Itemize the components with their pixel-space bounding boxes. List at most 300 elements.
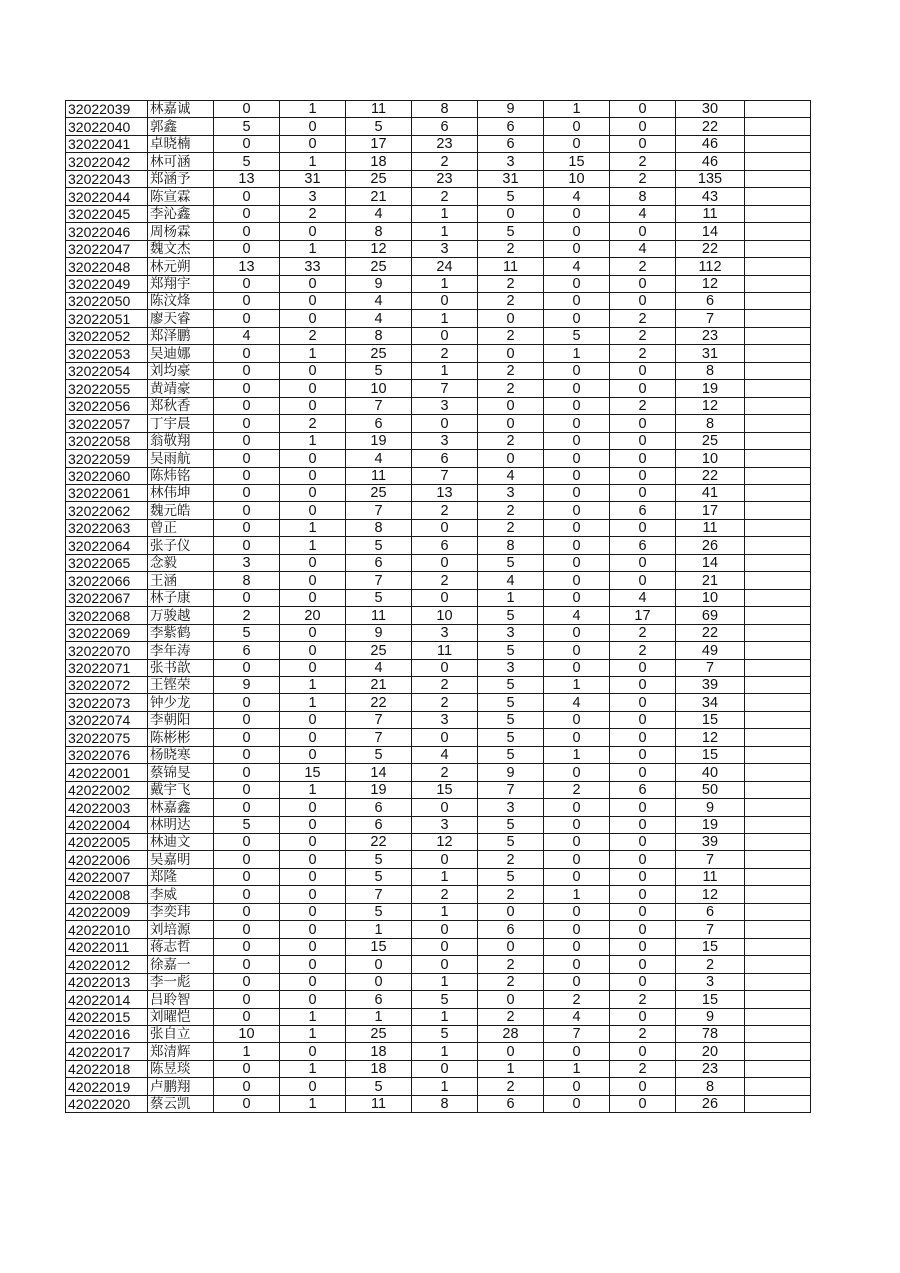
score-1-cell: 0 — [214, 345, 280, 362]
score-5-cell: 2 — [478, 519, 544, 536]
table-row — [66, 642, 811, 659]
table-row — [66, 432, 811, 449]
student-name-cell: 林元朔 — [148, 258, 214, 275]
student-id-cell: 32022045 — [66, 205, 148, 222]
score-4-cell: 1 — [412, 362, 478, 379]
score-2-cell: 1 — [280, 101, 346, 118]
student-name-cell: 郑隆 — [148, 868, 214, 885]
score-1-cell: 0 — [214, 240, 280, 257]
score-4-cell: 12 — [412, 834, 478, 851]
score-7-cell: 0 — [610, 1095, 676, 1112]
blank-cell — [745, 1026, 811, 1043]
score-6-cell: 1 — [544, 1060, 610, 1077]
score-3-cell: 11 — [346, 607, 412, 624]
student-name-cell: 林伟坤 — [148, 484, 214, 501]
blank-cell — [745, 711, 811, 728]
score-2-cell: 0 — [280, 223, 346, 240]
score-4-cell: 1 — [412, 1043, 478, 1060]
table-row — [66, 450, 811, 467]
score-1-cell: 0 — [214, 868, 280, 885]
table-row — [66, 764, 811, 781]
total-cell: 19 — [676, 380, 745, 397]
total-cell: 10 — [676, 589, 745, 606]
student-name-cell: 李沁鑫 — [148, 205, 214, 222]
student-name-cell: 刘曜恺 — [148, 1008, 214, 1025]
table-row — [66, 868, 811, 885]
score-4-cell: 1 — [412, 1078, 478, 1095]
score-4-cell: 13 — [412, 484, 478, 501]
score-4-cell: 0 — [412, 589, 478, 606]
student-name-cell: 林可涵 — [148, 153, 214, 170]
total-cell: 12 — [676, 275, 745, 292]
blank-cell — [745, 1078, 811, 1095]
score-4-cell: 23 — [412, 170, 478, 187]
student-id-cell: 32022055 — [66, 380, 148, 397]
total-cell: 22 — [676, 118, 745, 135]
table-row — [66, 991, 811, 1008]
table-row — [66, 886, 811, 903]
blank-cell — [745, 101, 811, 118]
student-id-cell: 32022046 — [66, 223, 148, 240]
score-7-cell: 0 — [610, 676, 676, 693]
score-3-cell: 14 — [346, 764, 412, 781]
total-cell: 15 — [676, 711, 745, 728]
student-name-cell: 李一彪 — [148, 973, 214, 990]
score-7-cell: 0 — [610, 956, 676, 973]
score-6-cell: 0 — [544, 764, 610, 781]
score-2-cell: 0 — [280, 589, 346, 606]
table-row — [66, 589, 811, 606]
score-4-cell: 0 — [412, 659, 478, 676]
score-3-cell: 17 — [346, 135, 412, 152]
score-3-cell: 25 — [346, 258, 412, 275]
student-id-cell: 32022056 — [66, 397, 148, 414]
score-3-cell: 4 — [346, 205, 412, 222]
score-5-cell: 0 — [478, 310, 544, 327]
score-2-cell: 0 — [280, 1078, 346, 1095]
student-name-cell: 卓晓楠 — [148, 135, 214, 152]
score-7-cell: 2 — [610, 310, 676, 327]
table-row — [66, 799, 811, 816]
score-2-cell: 0 — [280, 729, 346, 746]
score-7-cell: 0 — [610, 275, 676, 292]
score-1-cell: 0 — [214, 764, 280, 781]
student-id-cell: 32022073 — [66, 694, 148, 711]
score-1-cell: 0 — [214, 205, 280, 222]
score-7-cell: 2 — [610, 397, 676, 414]
score-4-cell: 23 — [412, 135, 478, 152]
score-5-cell: 5 — [478, 711, 544, 728]
total-cell: 41 — [676, 484, 745, 501]
student-id-cell: 32022047 — [66, 240, 148, 257]
score-5-cell: 2 — [478, 275, 544, 292]
score-4-cell: 1 — [412, 973, 478, 990]
score-2-cell: 0 — [280, 659, 346, 676]
score-7-cell: 4 — [610, 240, 676, 257]
score-6-cell: 0 — [544, 554, 610, 571]
table-row — [66, 834, 811, 851]
score-6-cell: 2 — [544, 991, 610, 1008]
blank-cell — [745, 397, 811, 414]
total-cell: 20 — [676, 1043, 745, 1060]
score-2-cell: 1 — [280, 1095, 346, 1112]
score-4-cell: 10 — [412, 607, 478, 624]
score-6-cell: 0 — [544, 467, 610, 484]
score-3-cell: 5 — [346, 868, 412, 885]
score-7-cell: 0 — [610, 868, 676, 885]
score-1-cell: 8 — [214, 572, 280, 589]
score-7-cell: 2 — [610, 1026, 676, 1043]
score-1-cell: 0 — [214, 380, 280, 397]
score-5-cell: 1 — [478, 1060, 544, 1077]
score-2-cell: 0 — [280, 1043, 346, 1060]
student-name-cell: 郑泽鹏 — [148, 327, 214, 344]
table-row — [66, 572, 811, 589]
blank-cell — [745, 135, 811, 152]
total-cell: 19 — [676, 816, 745, 833]
score-4-cell: 8 — [412, 101, 478, 118]
total-cell: 78 — [676, 1026, 745, 1043]
score-4-cell: 2 — [412, 694, 478, 711]
score-1-cell: 0 — [214, 973, 280, 990]
score-6-cell: 0 — [544, 624, 610, 641]
score-5-cell: 0 — [478, 397, 544, 414]
score-6-cell: 0 — [544, 956, 610, 973]
student-id-cell: 32022075 — [66, 729, 148, 746]
score-3-cell: 8 — [346, 327, 412, 344]
blank-cell — [745, 118, 811, 135]
score-7-cell: 2 — [610, 345, 676, 362]
score-3-cell: 11 — [346, 101, 412, 118]
student-id-cell: 32022070 — [66, 642, 148, 659]
blank-cell — [745, 450, 811, 467]
score-1-cell: 0 — [214, 659, 280, 676]
score-3-cell: 8 — [346, 519, 412, 536]
student-name-cell: 郑涵予 — [148, 170, 214, 187]
student-id-cell: 32022074 — [66, 711, 148, 728]
score-3-cell: 7 — [346, 572, 412, 589]
score-5-cell: 5 — [478, 223, 544, 240]
score-2-cell: 0 — [280, 502, 346, 519]
table-row — [66, 502, 811, 519]
score-1-cell: 0 — [214, 746, 280, 763]
score-2-cell: 0 — [280, 310, 346, 327]
score-3-cell: 6 — [346, 799, 412, 816]
total-cell: 15 — [676, 991, 745, 1008]
score-4-cell: 3 — [412, 816, 478, 833]
score-3-cell: 7 — [346, 711, 412, 728]
student-name-cell: 徐嘉一 — [148, 956, 214, 973]
score-4-cell: 3 — [412, 711, 478, 728]
score-1-cell: 0 — [214, 292, 280, 309]
student-id-cell: 32022067 — [66, 589, 148, 606]
score-3-cell: 19 — [346, 781, 412, 798]
table-row — [66, 694, 811, 711]
score-7-cell: 0 — [610, 938, 676, 955]
score-5-cell: 2 — [478, 502, 544, 519]
score-2-cell: 1 — [280, 537, 346, 554]
score-6-cell: 0 — [544, 921, 610, 938]
total-cell: 22 — [676, 624, 745, 641]
score-3-cell: 25 — [346, 642, 412, 659]
score-6-cell: 0 — [544, 362, 610, 379]
score-6-cell: 0 — [544, 868, 610, 885]
score-2-cell: 0 — [280, 921, 346, 938]
student-id-cell: 42022015 — [66, 1008, 148, 1025]
score-4-cell: 3 — [412, 240, 478, 257]
student-id-cell: 32022043 — [66, 170, 148, 187]
score-1-cell: 0 — [214, 694, 280, 711]
student-name-cell: 吴雨航 — [148, 450, 214, 467]
student-name-cell: 吴嘉明 — [148, 851, 214, 868]
score-3-cell: 18 — [346, 1043, 412, 1060]
blank-cell — [745, 921, 811, 938]
table-row — [66, 711, 811, 728]
score-3-cell: 7 — [346, 729, 412, 746]
blank-cell — [745, 310, 811, 327]
student-name-cell: 王涵 — [148, 572, 214, 589]
score-6-cell: 1 — [544, 886, 610, 903]
score-4-cell: 4 — [412, 746, 478, 763]
score-6-cell: 10 — [544, 170, 610, 187]
table-row — [66, 101, 811, 118]
student-id-cell: 32022054 — [66, 362, 148, 379]
score-2-cell: 0 — [280, 711, 346, 728]
score-7-cell: 2 — [610, 991, 676, 1008]
student-name-cell: 卢鹏翔 — [148, 1078, 214, 1095]
score-3-cell: 11 — [346, 1095, 412, 1112]
score-1-cell: 1 — [214, 1043, 280, 1060]
total-cell: 39 — [676, 834, 745, 851]
score-5-cell: 3 — [478, 484, 544, 501]
blank-cell — [745, 834, 811, 851]
score-3-cell: 25 — [346, 484, 412, 501]
score-7-cell: 0 — [610, 834, 676, 851]
score-6-cell: 0 — [544, 729, 610, 746]
blank-cell — [745, 502, 811, 519]
score-7-cell: 0 — [610, 886, 676, 903]
score-1-cell: 0 — [214, 1095, 280, 1112]
score-5-cell: 3 — [478, 659, 544, 676]
student-name-cell: 林嘉诚 — [148, 101, 214, 118]
blank-cell — [745, 938, 811, 955]
score-5-cell: 6 — [478, 921, 544, 938]
score-5-cell: 1 — [478, 589, 544, 606]
student-name-cell: 郭鑫 — [148, 118, 214, 135]
score-1-cell: 5 — [214, 816, 280, 833]
score-7-cell: 6 — [610, 537, 676, 554]
score-3-cell: 25 — [346, 345, 412, 362]
student-id-cell: 42022012 — [66, 956, 148, 973]
table-row — [66, 170, 811, 187]
score-4-cell: 24 — [412, 258, 478, 275]
score-1-cell: 0 — [214, 1078, 280, 1095]
score-2-cell: 0 — [280, 834, 346, 851]
score-2-cell: 0 — [280, 868, 346, 885]
table-row — [66, 903, 811, 920]
total-cell: 69 — [676, 607, 745, 624]
score-6-cell: 0 — [544, 223, 610, 240]
student-id-cell: 32022051 — [66, 310, 148, 327]
student-id-cell: 42022003 — [66, 799, 148, 816]
score-7-cell: 0 — [610, 118, 676, 135]
total-cell: 26 — [676, 1095, 745, 1112]
score-6-cell: 0 — [544, 415, 610, 432]
blank-cell — [745, 380, 811, 397]
score-2-cell: 0 — [280, 973, 346, 990]
score-4-cell: 0 — [412, 415, 478, 432]
score-5-cell: 0 — [478, 1043, 544, 1060]
score-4-cell: 15 — [412, 781, 478, 798]
score-7-cell: 0 — [610, 292, 676, 309]
score-7-cell: 4 — [610, 589, 676, 606]
score-4-cell: 2 — [412, 572, 478, 589]
student-id-cell: 32022062 — [66, 502, 148, 519]
student-name-cell: 丁宇晨 — [148, 415, 214, 432]
score-5-cell: 2 — [478, 380, 544, 397]
student-name-cell: 李奕玮 — [148, 903, 214, 920]
score-4-cell: 3 — [412, 432, 478, 449]
student-name-cell: 吕聆智 — [148, 991, 214, 1008]
student-id-cell: 42022016 — [66, 1026, 148, 1043]
score-3-cell: 9 — [346, 275, 412, 292]
score-2-cell: 2 — [280, 205, 346, 222]
score-5-cell: 0 — [478, 345, 544, 362]
score-5-cell: 2 — [478, 956, 544, 973]
score-3-cell: 6 — [346, 991, 412, 1008]
score-3-cell: 5 — [346, 537, 412, 554]
score-4-cell: 2 — [412, 502, 478, 519]
score-7-cell: 0 — [610, 1008, 676, 1025]
student-id-cell: 42022017 — [66, 1043, 148, 1060]
student-name-cell: 林嘉鑫 — [148, 799, 214, 816]
total-cell: 8 — [676, 415, 745, 432]
table-row — [66, 938, 811, 955]
blank-cell — [745, 572, 811, 589]
blank-cell — [745, 642, 811, 659]
score-5-cell: 5 — [478, 834, 544, 851]
total-cell: 7 — [676, 659, 745, 676]
score-7-cell: 0 — [610, 711, 676, 728]
score-4-cell: 0 — [412, 292, 478, 309]
score-3-cell: 18 — [346, 1060, 412, 1077]
score-3-cell: 25 — [346, 170, 412, 187]
score-5-cell: 5 — [478, 642, 544, 659]
score-1-cell: 0 — [214, 834, 280, 851]
total-cell: 34 — [676, 694, 745, 711]
score-6-cell: 0 — [544, 135, 610, 152]
blank-cell — [745, 624, 811, 641]
student-name-cell: 王铿荣 — [148, 676, 214, 693]
student-name-cell: 陈昱琰 — [148, 1060, 214, 1077]
student-id-cell: 32022048 — [66, 258, 148, 275]
score-4-cell: 8 — [412, 1095, 478, 1112]
score-2-cell: 0 — [280, 903, 346, 920]
score-2-cell: 0 — [280, 484, 346, 501]
score-4-cell: 1 — [412, 223, 478, 240]
student-id-cell: 32022041 — [66, 135, 148, 152]
score-4-cell: 2 — [412, 188, 478, 205]
score-3-cell: 12 — [346, 240, 412, 257]
score-1-cell: 10 — [214, 1026, 280, 1043]
total-cell: 7 — [676, 851, 745, 868]
table-row — [66, 240, 811, 257]
blank-cell — [745, 607, 811, 624]
student-name-cell: 念毅 — [148, 554, 214, 571]
score-1-cell: 0 — [214, 1060, 280, 1077]
student-name-cell: 曾正 — [148, 519, 214, 536]
score-3-cell: 9 — [346, 624, 412, 641]
score-3-cell: 5 — [346, 746, 412, 763]
score-2-cell: 15 — [280, 764, 346, 781]
student-id-cell: 32022057 — [66, 415, 148, 432]
total-cell: 22 — [676, 240, 745, 257]
score-2-cell: 0 — [280, 799, 346, 816]
score-2-cell: 0 — [280, 292, 346, 309]
total-cell: 25 — [676, 432, 745, 449]
score-5-cell: 0 — [478, 903, 544, 920]
blank-cell — [745, 258, 811, 275]
score-7-cell: 2 — [610, 1060, 676, 1077]
score-2-cell: 1 — [280, 1008, 346, 1025]
score-4-cell: 2 — [412, 153, 478, 170]
score-1-cell: 0 — [214, 135, 280, 152]
table-row — [66, 188, 811, 205]
student-name-cell: 蔡云凯 — [148, 1095, 214, 1112]
score-5-cell: 0 — [478, 991, 544, 1008]
score-5-cell: 28 — [478, 1026, 544, 1043]
score-4-cell: 1 — [412, 903, 478, 920]
score-7-cell: 0 — [610, 484, 676, 501]
score-6-cell: 1 — [544, 101, 610, 118]
score-7-cell: 0 — [610, 450, 676, 467]
score-7-cell: 0 — [610, 921, 676, 938]
blank-cell — [745, 537, 811, 554]
score-1-cell: 0 — [214, 1008, 280, 1025]
score-5-cell: 3 — [478, 624, 544, 641]
total-cell: 8 — [676, 1078, 745, 1095]
score-4-cell: 0 — [412, 519, 478, 536]
table-row — [66, 624, 811, 641]
score-3-cell: 8 — [346, 223, 412, 240]
score-7-cell: 0 — [610, 694, 676, 711]
student-name-cell: 李紫鹤 — [148, 624, 214, 641]
student-name-cell: 林迪文 — [148, 834, 214, 851]
score-3-cell: 6 — [346, 554, 412, 571]
score-4-cell: 0 — [412, 956, 478, 973]
student-id-cell: 42022006 — [66, 851, 148, 868]
score-7-cell: 0 — [610, 729, 676, 746]
score-6-cell: 0 — [544, 1095, 610, 1112]
score-5-cell: 2 — [478, 327, 544, 344]
student-id-cell: 42022018 — [66, 1060, 148, 1077]
table-row — [66, 1095, 811, 1112]
student-name-cell: 蔡锦旻 — [148, 764, 214, 781]
blank-cell — [745, 991, 811, 1008]
score-4-cell: 3 — [412, 397, 478, 414]
table-row — [66, 746, 811, 763]
score-5-cell: 6 — [478, 118, 544, 135]
score-2-cell: 0 — [280, 956, 346, 973]
score-1-cell: 0 — [214, 415, 280, 432]
student-id-cell: 32022064 — [66, 537, 148, 554]
score-3-cell: 11 — [346, 467, 412, 484]
table-row — [66, 345, 811, 362]
score-4-cell: 2 — [412, 676, 478, 693]
blank-cell — [745, 1043, 811, 1060]
score-2-cell: 0 — [280, 851, 346, 868]
score-1-cell: 0 — [214, 502, 280, 519]
